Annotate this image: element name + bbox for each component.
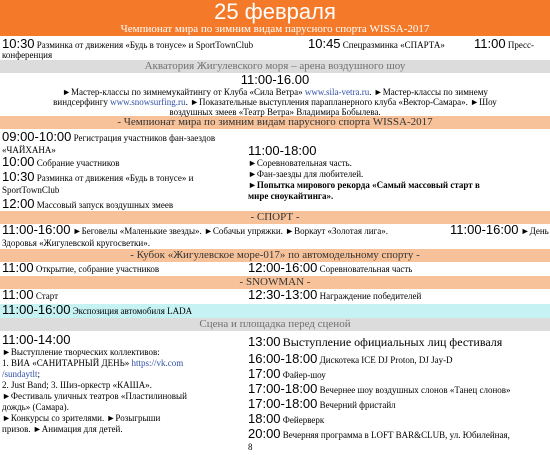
time-label: 10:45 bbox=[308, 36, 341, 51]
lada-exhibit-row: 11:00-16:00 Экспозиция автомобиля LADA bbox=[0, 304, 550, 318]
event-text: Пресс- bbox=[507, 40, 535, 50]
stage-right-column: 13:00 Выступление официальных лиц фестиваля 16:00-18:00 Дискотека ICE DJ Proton, DJ Jay-D 17:00 Файер-шоу 17:00-18:00 Вечернее шоу воздушных слонов «Танец слонов» 17:00-18:00 Вечерний фристайл 18:00 Фейерверк 20:00 Вечерняя программа в LOFT BAR&CLUB, ул. Юбилейная, 8 bbox=[248, 334, 511, 452]
cup-block: 11:00 Открытие, собрание участников 12:00-16:00 Соревновательная часть bbox=[2, 260, 413, 275]
vk-link-path[interactable]: /sundaytlt bbox=[2, 369, 38, 379]
header-subtitle: Чемпионат мира по зимним видам парусного спорта WISSA-2017 bbox=[120, 23, 430, 35]
aquatoria-line-3: воздушных змеев «Театр Ветра» Владимира Бобылева. bbox=[169, 107, 381, 117]
time-label: 10:30 bbox=[2, 36, 35, 51]
header-banner bbox=[0, 0, 550, 36]
world-record-attempt: ►Попытка мирового рекорда «Самый массовый старт в bbox=[248, 180, 480, 190]
section-band-wissa: - Чемпионат мира по зимним видам парусного спорта WISSA-2017 bbox=[0, 116, 550, 129]
wissa-block bbox=[0, 129, 550, 211]
aquatoria-line-2: виндсерфингу www.snowsurfing.ru. ►Показательные выступления парапланерного клуба «Вектор-Самара». ►Шоу bbox=[53, 97, 497, 107]
wissa-right-column: 11:00-18:00 ►Соревновательная часть. ►Фан-заезды для любителей. ►Попытка мирового рекорда «Самый массовый старт в мире сноукайтинга». bbox=[248, 143, 546, 202]
snowman-block: 11:00 Старт 12:30-13:00 Награждение победителей bbox=[2, 287, 422, 302]
time-label: 11:00-16.00 bbox=[240, 72, 310, 87]
time-label: 11:00 bbox=[474, 36, 506, 51]
event-text: конференция bbox=[2, 50, 53, 60]
wissa-left-column: 09:00-10:00 Регистрация участников фан-заездов «ЧАЙХАНА» 10:00 Собрание участников 10:30 Разминка от движения «Будь в тонусе» и SportTownClub 12:00 Массовый запуск воздушных змеев bbox=[2, 129, 216, 211]
section-band-cup: - Кубок «Жигулевское море-017» по автомодельному спорту - bbox=[0, 249, 550, 262]
sport-block: 11:00-16:00 ►Беговелы «Маленькие звезды». ►Собачьи упряжки. ►Воркаут «Золотая лига». 11:00-16:00 ►День Здоровья «Жигулевской кругосветки». bbox=[2, 222, 549, 248]
time-label: 11:00-18:00 bbox=[248, 143, 317, 158]
stage-block bbox=[0, 331, 550, 451]
section-band-snowman: - SNOWMAN - bbox=[0, 276, 550, 289]
top-schedule-row bbox=[0, 36, 550, 60]
aquatoria-line-1: ►Мастер-классы по зимнемукайтингу от Клуба «Сила Ветра» www.sila-vetra.ru. ►Мастер-классы по зимнему bbox=[62, 87, 488, 97]
section-band-sport: - СПОРТ - bbox=[0, 211, 550, 224]
sila-vetra-link[interactable]: www.sila-vetra.ru bbox=[304, 87, 370, 97]
event-text: Спецразминка «СПАРТА» bbox=[342, 40, 445, 50]
section-band-stage: Сцена и площадка перед сценой bbox=[0, 318, 550, 331]
stage-left-column: 11:00-14:00 ►Выступление творческих коллективов: 1. ВИА «САНИТАРНЫЙ ДЕНЬ» https://vk.com /sundaytlt; 2. Just Band; 3. Шиз-оркестр «КАША». ►Фестиваль уличных театров «Пластилиновый дождь» (Самара). ►Конкурсы со зрителями. ►Розыгрыши призов. ►Анимация для детей. bbox=[2, 332, 187, 434]
vk-link[interactable]: https://vk.com bbox=[131, 358, 184, 368]
event-text: Разминка от движения «Будь в тонусе» и SportTownClub bbox=[36, 40, 254, 50]
snowsurfing-link[interactable]: www.snowsurfing.ru bbox=[110, 97, 186, 107]
aquatoria-block bbox=[0, 73, 550, 116]
event-date: 25 февраля bbox=[214, 0, 336, 24]
section-band-aquatoria: Акватория Жигулевского моря – арена воздушного шоу bbox=[0, 60, 550, 73]
